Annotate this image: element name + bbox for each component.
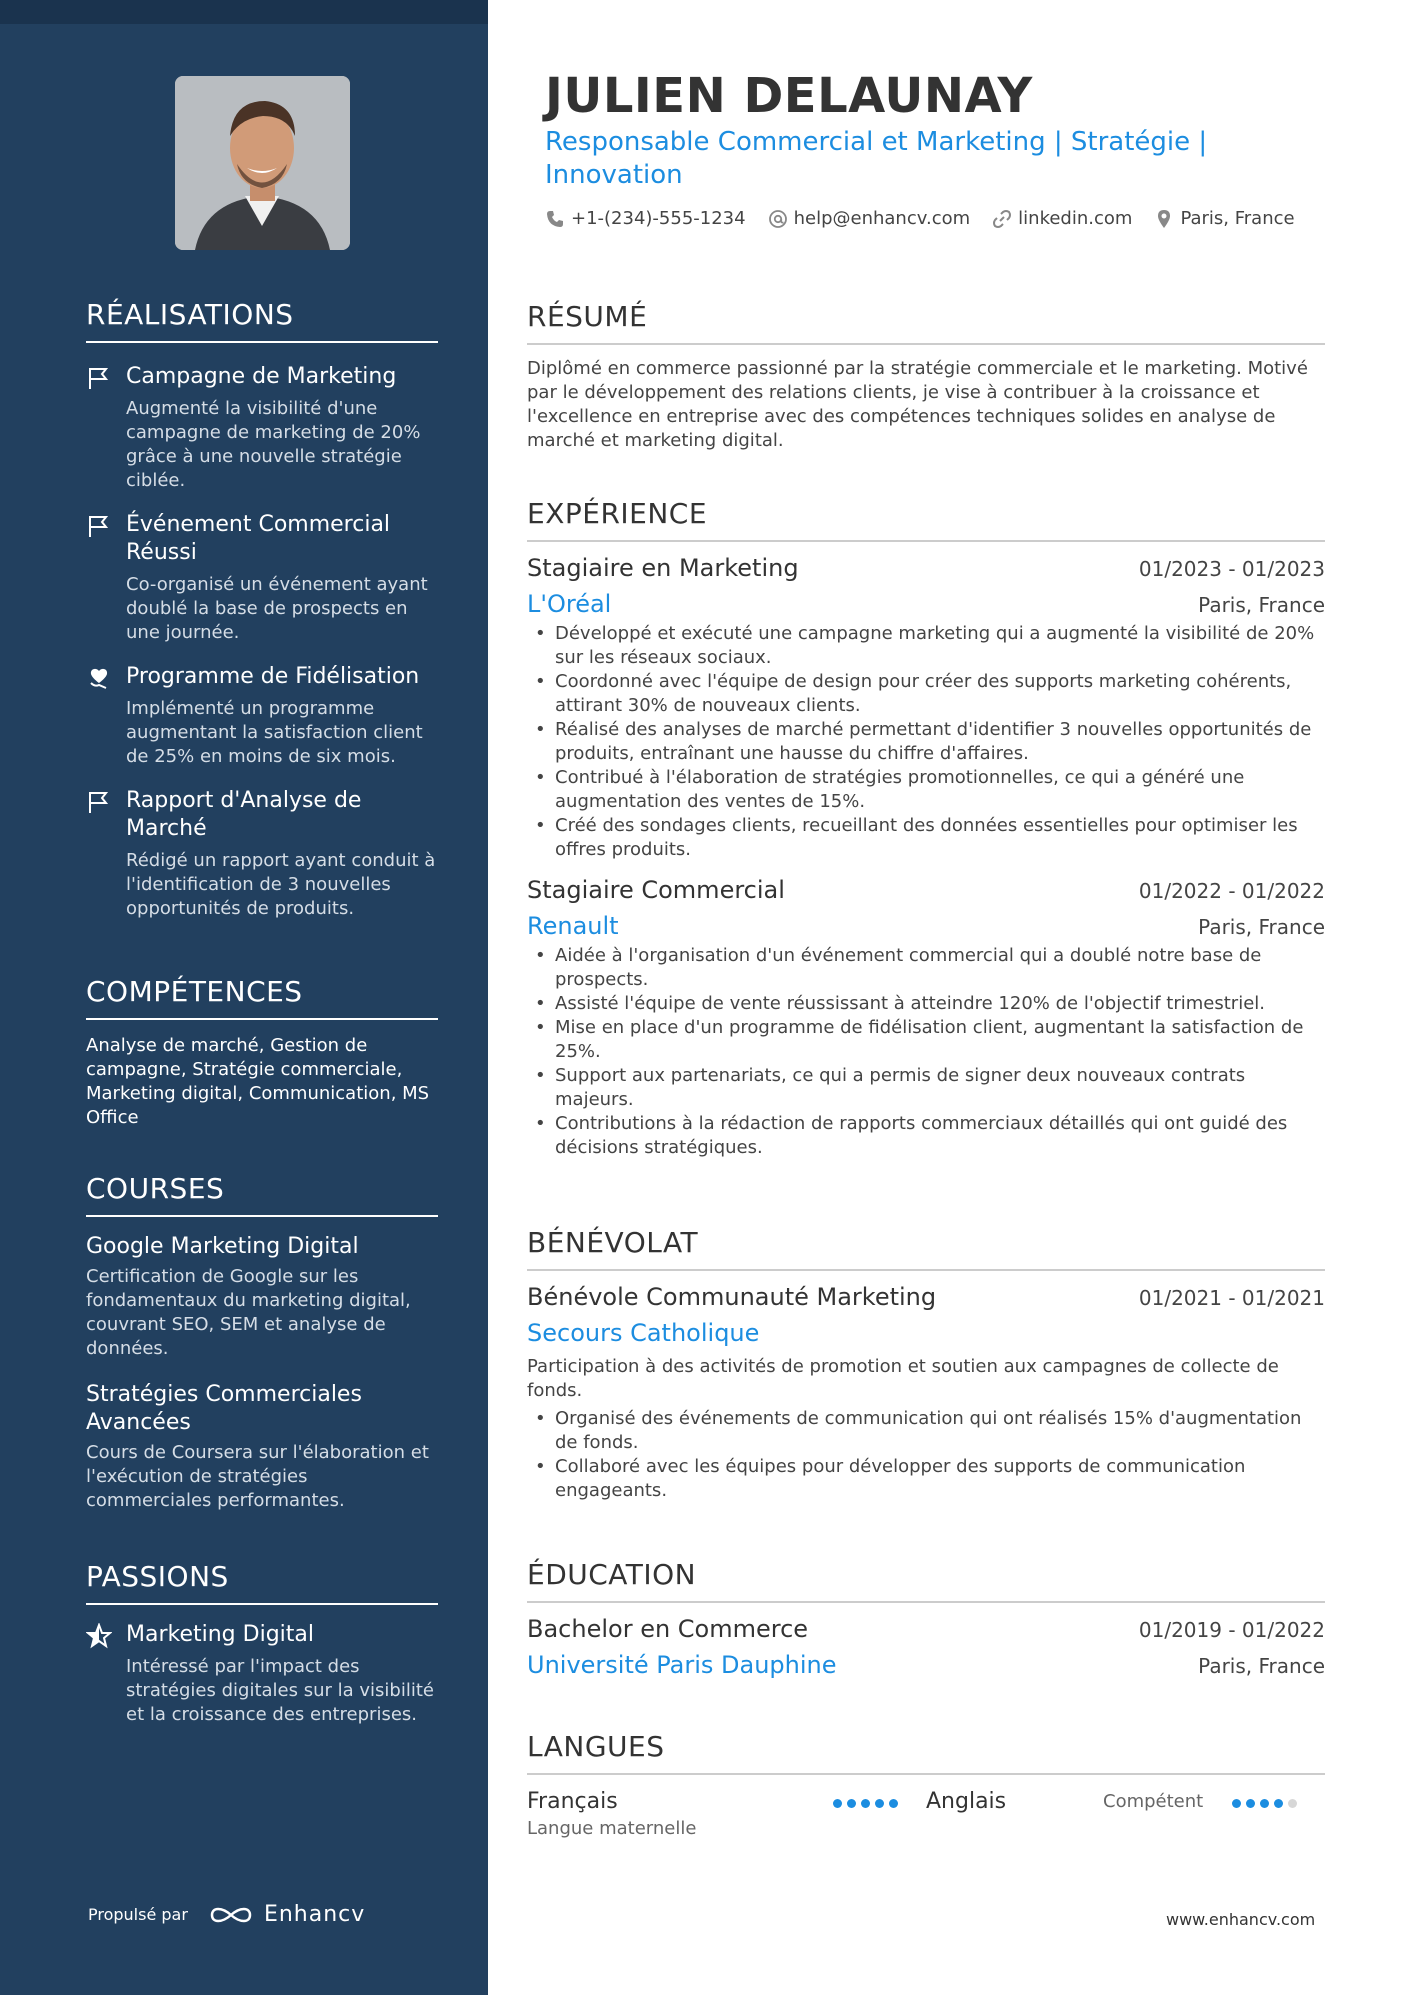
job-entry [527, 876, 1325, 1160]
course-item [86, 1381, 438, 1513]
passions-heading: PASSIONS [86, 1560, 438, 1605]
courses-section [86, 1172, 438, 1513]
rating-dot [1246, 1799, 1255, 1808]
language-rating [833, 1799, 898, 1808]
achievement-item [86, 363, 438, 493]
course-title: Google Marketing Digital [86, 1234, 359, 1259]
language-item [926, 1789, 1325, 1849]
volunteer-entry [527, 1283, 1325, 1503]
rating-dot [861, 1799, 870, 1808]
achievement-title: Campagne de Marketing [126, 364, 397, 389]
achievement-title: Programme de Fidélisation [126, 664, 420, 689]
powered-by-label: Propulsé par [88, 1905, 188, 1924]
job-location: Paris, France [1198, 915, 1325, 939]
flag-icon [86, 789, 112, 815]
linkedin-text: linkedin.com [1018, 208, 1133, 229]
achievement-title: Rapport d'Analyse de Marché [126, 788, 362, 841]
achievement-desc: Rédigé un rapport ayant conduit à l'identification de 3 nouvelles opportunités de produits. [126, 850, 436, 919]
job-bullet: • Coordonné avec l'équipe de design pour créer des supports marketing cohérents, attirant 30% de nouveaux clients. [527, 670, 1325, 718]
languages-heading: LANGUES [527, 1730, 1325, 1775]
volunteering-section [527, 1226, 1325, 1503]
volunteer-bullets [527, 1407, 1325, 1503]
contact-phone[interactable] [545, 208, 746, 229]
achievement-title: Événement Commercial Réussi [126, 512, 391, 565]
volunteer-title: Bénévole Communauté Marketing [527, 1283, 937, 1311]
star-icon [86, 1623, 112, 1649]
achievement-desc: Co-organisé un événement ayant doublé la base de prospects en une journée. [126, 574, 428, 643]
rating-dot [1288, 1799, 1297, 1808]
achievements-section [86, 298, 438, 921]
achievement-item [86, 787, 438, 921]
job-bullet: • Contributions à la rédaction de rapports commerciaux détaillés qui ont guidé des décisions stratégiques. [527, 1112, 1325, 1160]
language-name: Français [527, 1789, 618, 1814]
summary-section [527, 300, 1325, 453]
courses-heading: COURSES [86, 1172, 438, 1217]
job-bullet: • Créé des sondages clients, recueillant des données essentielles pour optimiser les offres produits. [527, 814, 1325, 862]
sidebar [0, 0, 488, 1995]
job-company[interactable]: L'Oréal [527, 590, 612, 618]
phone-icon [545, 209, 565, 229]
passion-title: Marketing Digital [126, 1622, 314, 1647]
job-bullet: • Réalisé des analyses de marché permettant d'identifier 3 nouvelles opportunités de produits, entraînant une hausse du chiffre d'affaires. [527, 718, 1325, 766]
job-title: Stagiaire Commercial [527, 876, 785, 904]
job-title: Stagiaire en Marketing [527, 554, 799, 582]
sidebar-top-bar [0, 0, 488, 24]
job-bullet: • Contribué à l'élaboration de stratégies promotionnelles, ce qui a généré une augmentation des ventes de 15%. [527, 766, 1325, 814]
contact-bar [545, 208, 1295, 229]
education-heading: ÉDUCATION [527, 1558, 1325, 1603]
rating-dot [889, 1799, 898, 1808]
job-bullet: • Développé et exécuté une campagne marketing qui a augmenté la visibilité de 20% sur les réseaux sociaux. [527, 622, 1325, 670]
candidate-name: JULIEN DELAUNAY [545, 68, 1033, 124]
rating-dot [833, 1799, 842, 1808]
job-bullet: • Mise en place d'un programme de fidélisation client, augmentant la satisfaction de 25%. [527, 1016, 1325, 1064]
volunteer-desc: Participation à des activités de promotion et soutien aux campagnes de collecte de fonds. [527, 1356, 1279, 1401]
contact-location [1154, 208, 1294, 229]
avatar [175, 76, 350, 250]
flag-icon [86, 513, 112, 539]
experience-heading: EXPÉRIENCE [527, 497, 1325, 542]
education-location: Paris, France [1198, 1654, 1325, 1678]
course-title: Stratégies Commerciales Avancées [86, 1382, 362, 1435]
education-entry [527, 1615, 1325, 1679]
job-bullets [527, 622, 1325, 862]
phone-text: +1-(234)-555-1234 [571, 208, 746, 229]
profile-photo [175, 76, 350, 250]
job-entry [527, 554, 1325, 862]
achievement-desc: Augmenté la visibilité d'une campagne de marketing de 20% grâce à une nouvelle stratégie ciblée. [126, 398, 421, 491]
footer-website[interactable]: www.enhancv.com [1166, 1910, 1316, 1929]
languages-section [527, 1730, 1325, 1849]
volunteer-bullet: • Collaboré avec les équipes pour développer des supports de communication engageants. [527, 1455, 1325, 1503]
hand-heart-icon [86, 665, 112, 691]
rating-dot [1260, 1799, 1269, 1808]
summary-heading: RÉSUMÉ [527, 300, 1325, 345]
contact-email[interactable] [768, 208, 971, 229]
course-desc: Certification de Google sur les fondamentaux du marketing digital, couvrant SEO, SEM et analyse de données. [86, 1266, 411, 1359]
language-level: Langue maternelle [527, 1818, 697, 1839]
job-bullets [527, 944, 1325, 1160]
language-name: Anglais [926, 1789, 1007, 1814]
achievement-desc: Implémenté un programme augmentant la satisfaction client de 25% en moins de six mois. [126, 698, 423, 767]
volunteering-heading: BÉNÉVOLAT [527, 1226, 1325, 1271]
school[interactable]: Université Paris Dauphine [527, 1651, 837, 1679]
job-bullet: • Assisté l'équipe de vente réussissant à atteindre 120% de l'objectif trimestriel. [527, 992, 1325, 1016]
course-item [86, 1233, 438, 1361]
passion-item [86, 1621, 438, 1727]
rating-dot [1274, 1799, 1283, 1808]
rating-dot [847, 1799, 856, 1808]
rating-dot [1232, 1799, 1241, 1808]
brand-logo[interactable] [208, 1902, 365, 1927]
at-icon [768, 209, 788, 229]
achievement-item [86, 663, 438, 769]
location-text: Paris, France [1180, 208, 1295, 229]
volunteer-date: 01/2021 - 01/2021 [1138, 1286, 1325, 1310]
skills-section [86, 975, 438, 1130]
rating-dot [875, 1799, 884, 1808]
language-item [527, 1789, 926, 1849]
link-icon [992, 209, 1012, 229]
achievement-item [86, 511, 438, 645]
job-bullet: • Support aux partenariats, ce qui a permis de signer deux nouveaux contrats majeurs. [527, 1064, 1325, 1112]
summary-text: Diplômé en commerce passionné par la stratégie commerciale et le marketing. Motivé par le développement des relations clients, je vise à contribuer à la croissance et l'excellence en entreprise avec des compétences techniques solides en analyse de marché et marketing digital. [527, 358, 1308, 451]
job-company[interactable]: Renault [527, 912, 619, 940]
enhancv-logo-icon [208, 1903, 254, 1927]
degree: Bachelor en Commerce [527, 1615, 809, 1643]
skills-heading: COMPÉTENCES [86, 975, 438, 1020]
candidate-title: Responsable Commercial et Marketing | Stratégie | Innovation [545, 127, 1208, 190]
volunteer-org[interactable]: Secours Catholique [527, 1319, 760, 1347]
experience-section [527, 497, 1325, 1160]
contact-linkedin[interactable] [992, 208, 1132, 229]
course-desc: Cours de Coursera sur l'élaboration et l'exécution de stratégies commerciales performantes. [86, 1442, 429, 1511]
flag-icon [86, 365, 112, 391]
powered-by [88, 1902, 365, 1927]
language-proficiency: Compétent [1103, 1791, 1204, 1812]
volunteer-bullet: • Organisé des événements de communication qui ont réalisés 15% d'augmentation de fonds. [527, 1407, 1325, 1455]
location-pin-icon [1154, 209, 1174, 229]
language-rating [1232, 1799, 1297, 1808]
education-section [527, 1558, 1325, 1679]
education-date: 01/2019 - 01/2022 [1138, 1618, 1325, 1642]
passions-section [86, 1560, 438, 1727]
passion-desc: Intéressé par l'impact des stratégies digitales sur la visibilité et la croissance des entreprises. [126, 1656, 434, 1725]
job-date: 01/2023 - 01/2023 [1138, 557, 1325, 581]
skills-text: Analyse de marché, Gestion de campagne, Stratégie commerciale, Marketing digital, Communication, MS Office [86, 1035, 430, 1128]
achievements-heading: RÉALISATIONS [86, 298, 438, 343]
job-date: 01/2022 - 01/2022 [1138, 879, 1325, 903]
job-location: Paris, France [1198, 593, 1325, 617]
job-bullet: • Aidée à l'organisation d'un événement commercial qui a doublé notre base de prospects. [527, 944, 1325, 992]
email-text: help@enhancv.com [793, 208, 971, 229]
brand-name: Enhancv [263, 1902, 366, 1927]
